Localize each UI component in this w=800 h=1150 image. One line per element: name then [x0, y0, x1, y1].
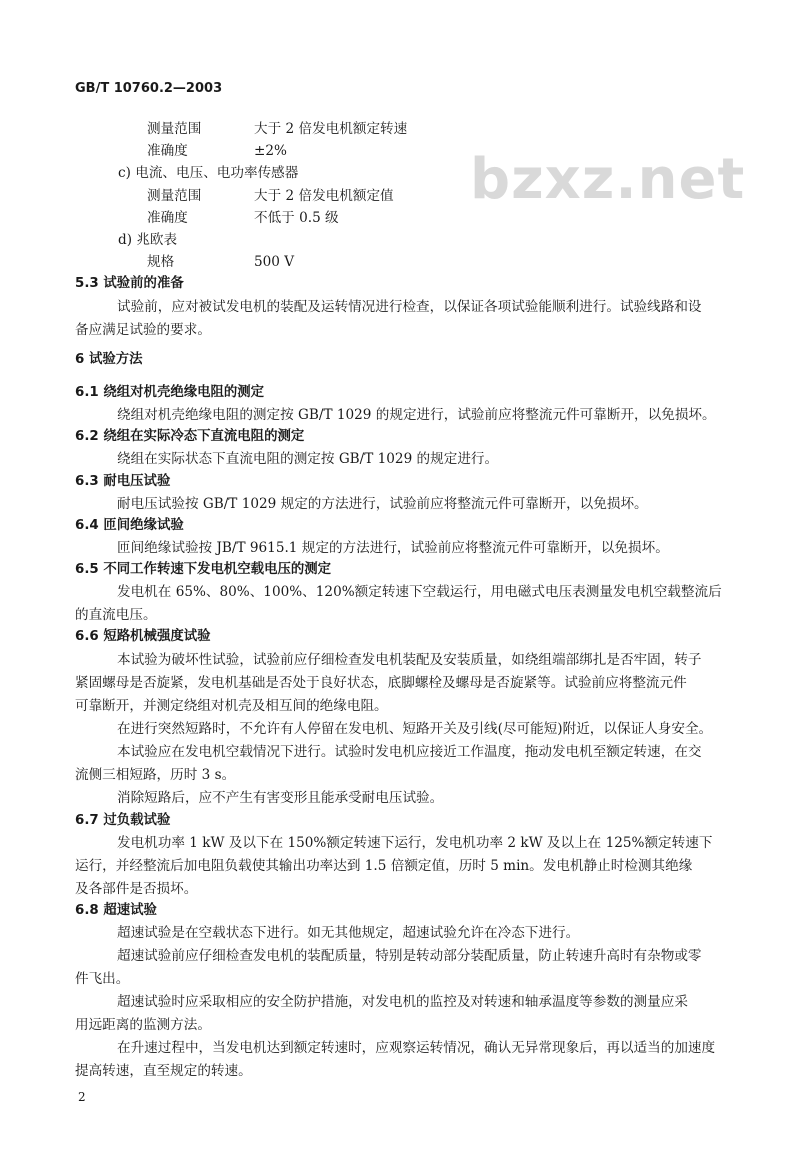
- section-heading: 6.8 超速试验: [75, 903, 157, 918]
- field-label: 测量范围: [147, 188, 202, 204]
- section-heading: 6.7 过负载试验: [75, 813, 171, 828]
- section-heading: 6.6 短路机械强度试验: [75, 629, 211, 644]
- paragraph-line: 的直流电压。: [75, 607, 157, 623]
- field-label: 测量范围: [147, 121, 202, 137]
- list-item: d) 兆欧表: [118, 232, 178, 248]
- paragraph-line: 试验前，应对被试发电机的装配及运转情况进行检查，以保证各项试验能顺利进行。试验线路和设: [117, 299, 702, 315]
- paragraph-line: 紧固螺母是否旋紧，发电机基础是否处于良好状态，底脚螺栓及螺母是否旋紧等。试验前应将整流元件: [75, 675, 687, 691]
- paragraph-line: 超速试验是在空载状态下进行。如无其他规定，超速试验允许在冷态下进行。: [117, 925, 580, 941]
- field-value: 大于 2 倍发电机额定值: [254, 188, 394, 204]
- paragraph-line: 在升速过程中，当发电机达到额定转速时，应观察运转情况，确认无异常现象后，再以适当的加速度: [117, 1040, 716, 1056]
- list-item: c) 电流、电压、电功率传感器: [118, 165, 299, 181]
- paragraph-line: 流侧三相短路，历时 3 s。: [75, 767, 236, 783]
- paragraph-line: 本试验应在发电机空载情况下进行。试验时发电机应接近工作温度，拖动发电机至额定转速，在交: [117, 744, 702, 760]
- paragraph-line: 发电机功率 1 kW 及以下在 150%额定转速下运行，发电机功率 2 kW 及以上在 125%额定转速下: [117, 835, 713, 851]
- paragraph-line: 匝间绝缘试验按 JB/T 9615.1 规定的方法进行，试验前应将整流元件可靠断开，以免损坏。: [117, 540, 669, 556]
- paragraph-line: 绕组在实际状态下直流电阻的测定按 GB/T 1029 的规定进行。: [117, 451, 499, 467]
- paragraph-line: 绕组对机壳绝缘电阻的测定按 GB/T 1029 的规定进行，试验前应将整流元件可靠断开，以免损坏。: [117, 407, 716, 423]
- paragraph-line: 运行，并经整流后加电阻负载使其输出功率达到 1.5 倍额定值，历时 5 min。发电机静止时检测其绝缘: [75, 858, 693, 874]
- section-heading: 6.2 绕组在实际冷态下直流电阻的测定: [75, 429, 305, 444]
- field-value: 不低于 0.5 级: [254, 210, 339, 226]
- paragraph-line: 可靠断开，并测定绕组对机壳及相互间的绝缘电阻。: [75, 698, 388, 714]
- paragraph-line: 发电机在 65%、80%、100%、120%额定转速下空载运行，用电磁式电压表测量发电机空载整流后: [117, 584, 722, 600]
- paragraph-line: 超速试验前应仔细检查发电机的装配质量，特别是转动部分装配质量，防止转速升高时有杂物或零: [117, 948, 702, 964]
- section-heading: 6.3 耐电压试验: [75, 474, 171, 489]
- page-number: 2: [78, 1090, 86, 1104]
- paragraph-line: 及各部件是否损坏。: [75, 881, 198, 897]
- section-heading: 5.3 试验前的准备: [75, 276, 184, 291]
- watermark: bzxz.net: [470, 147, 746, 212]
- paragraph-line: 提高转速，直至规定的转速。: [75, 1063, 252, 1079]
- field-label: 规格: [147, 254, 175, 270]
- paragraph-line: 耐电压试验按 GB/T 1029 规定的方法进行，试验前应将整流元件可靠断开，以免损坏。: [117, 496, 648, 512]
- section-heading: 6.4 匝间绝缘试验: [75, 518, 184, 533]
- section-heading: 6.5 不同工作转速下发电机空载电压的测定: [75, 562, 332, 577]
- paragraph-line: 消除短路后，应不产生有害变形且能承受耐电压试验。: [117, 790, 444, 806]
- field-value: 500 V: [254, 254, 295, 270]
- section-heading: 6.1 绕组对机壳绝缘电阻的测定: [75, 385, 265, 400]
- document-header: GB/T 10760.2—2003: [75, 81, 223, 96]
- section-heading: 6 试验方法: [75, 352, 143, 367]
- paragraph-line: 本试验为破坏性试验，试验前应仔细检查发电机装配及安装质量，如绕组端部绑扎是否牢固，转子: [117, 652, 702, 668]
- paragraph-line: 备应满足试验的要求。: [75, 322, 211, 338]
- field-value: ±2%: [254, 143, 287, 159]
- field-value: 大于 2 倍发电机额定转速: [254, 121, 408, 137]
- field-label: 准确度: [147, 210, 188, 226]
- field-label: 准确度: [147, 143, 188, 159]
- paragraph-line: 用远距离的监测方法。: [75, 1017, 211, 1033]
- paragraph-line: 件飞出。: [75, 971, 130, 987]
- paragraph-line: 超速试验时应采取相应的安全防护措施，对发电机的监控及对转速和轴承温度等参数的测量应采: [117, 994, 688, 1010]
- paragraph-line: 在进行突然短路时，不允许有人停留在发电机、短路开关及引线(尽可能短)附近，以保证人身安全。: [117, 721, 713, 737]
